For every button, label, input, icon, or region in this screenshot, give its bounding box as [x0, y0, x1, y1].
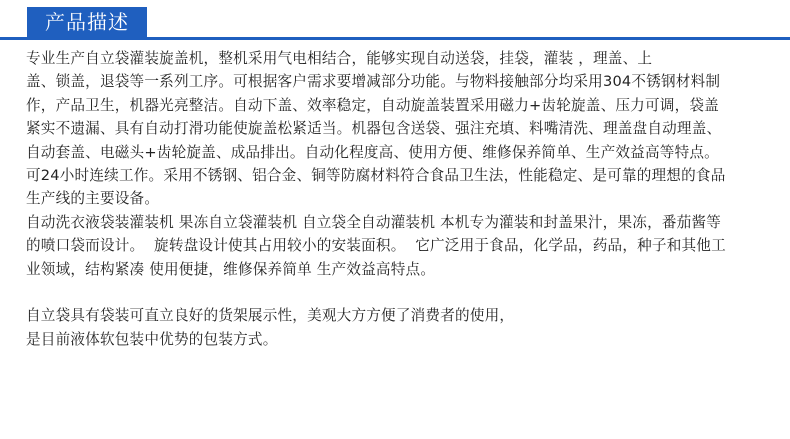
text-line: 盖、锁盖，退袋等一系列工序。可根据客户需求要增减部分功能。与物料接触部分均采用304不锈钢材料制 — [26, 73, 721, 91]
section-header — [0, 0, 790, 42]
paragraph-spacer — [26, 281, 790, 304]
header-divider — [0, 37, 790, 40]
product-description — [26, 47, 790, 351]
paragraph-2 — [26, 211, 790, 281]
text-line: 的喷口袋而设计。 旋转盘设计使其占用较小的安装面积。 它广泛用于食品，化学品，药品，种子和其他工 — [26, 237, 726, 255]
section-title: 产品描述 — [27, 7, 147, 38]
paragraph-3 — [26, 304, 790, 351]
text-line: 专业生产自立袋灌装旋盖机，整机采用气电相结合，能够实现自动送袋，挂袋，灌装 ，理盖、上 — [26, 50, 653, 67]
text-line: 是目前液体软包装中优势的包装方式。 — [26, 330, 278, 348]
text-line: 自动洗衣液袋装灌装机 果冻自立袋灌装机 自立袋全自动灌装机 本机专为灌装和封盖果汁，果冻，番茄酱等 — [26, 213, 722, 231]
text-line: 业领域，结构紧凑 使用便捷，维修保养简单 生产效益高特点。 — [26, 260, 436, 278]
text-line: 可24小时连续工作。采用不锈钢、铝合金、铜等防腐材料符合食品卫生法，性能稳定、是可靠的理想的食品 — [26, 166, 726, 184]
text-line: 作，产品卫生，机器光亮整洁。自动下盖、效率稳定，自动旋盖装置采用磁力+齿轮旋盖、压力可调，袋盖 — [26, 96, 719, 114]
text-line: 自立袋具有袋装可直立良好的货架展示性，美观大方方便了消费者的使用， — [26, 307, 515, 325]
text-line: 自动套盖、电磁头+齿轮旋盖、成品排出。自动化程度高、使用方便、维修保养简单、生产效益高等特点。 — [26, 143, 719, 161]
text-line: 紧实不遗漏、具有自动打滑功能使旋盖松紧适当。机器包含送袋、强注充填、料嘴清洗、理盖盘自动理盖、 — [26, 120, 722, 138]
paragraph-1 — [26, 47, 790, 211]
text-line: 生产线的主要设备。 — [26, 190, 160, 208]
